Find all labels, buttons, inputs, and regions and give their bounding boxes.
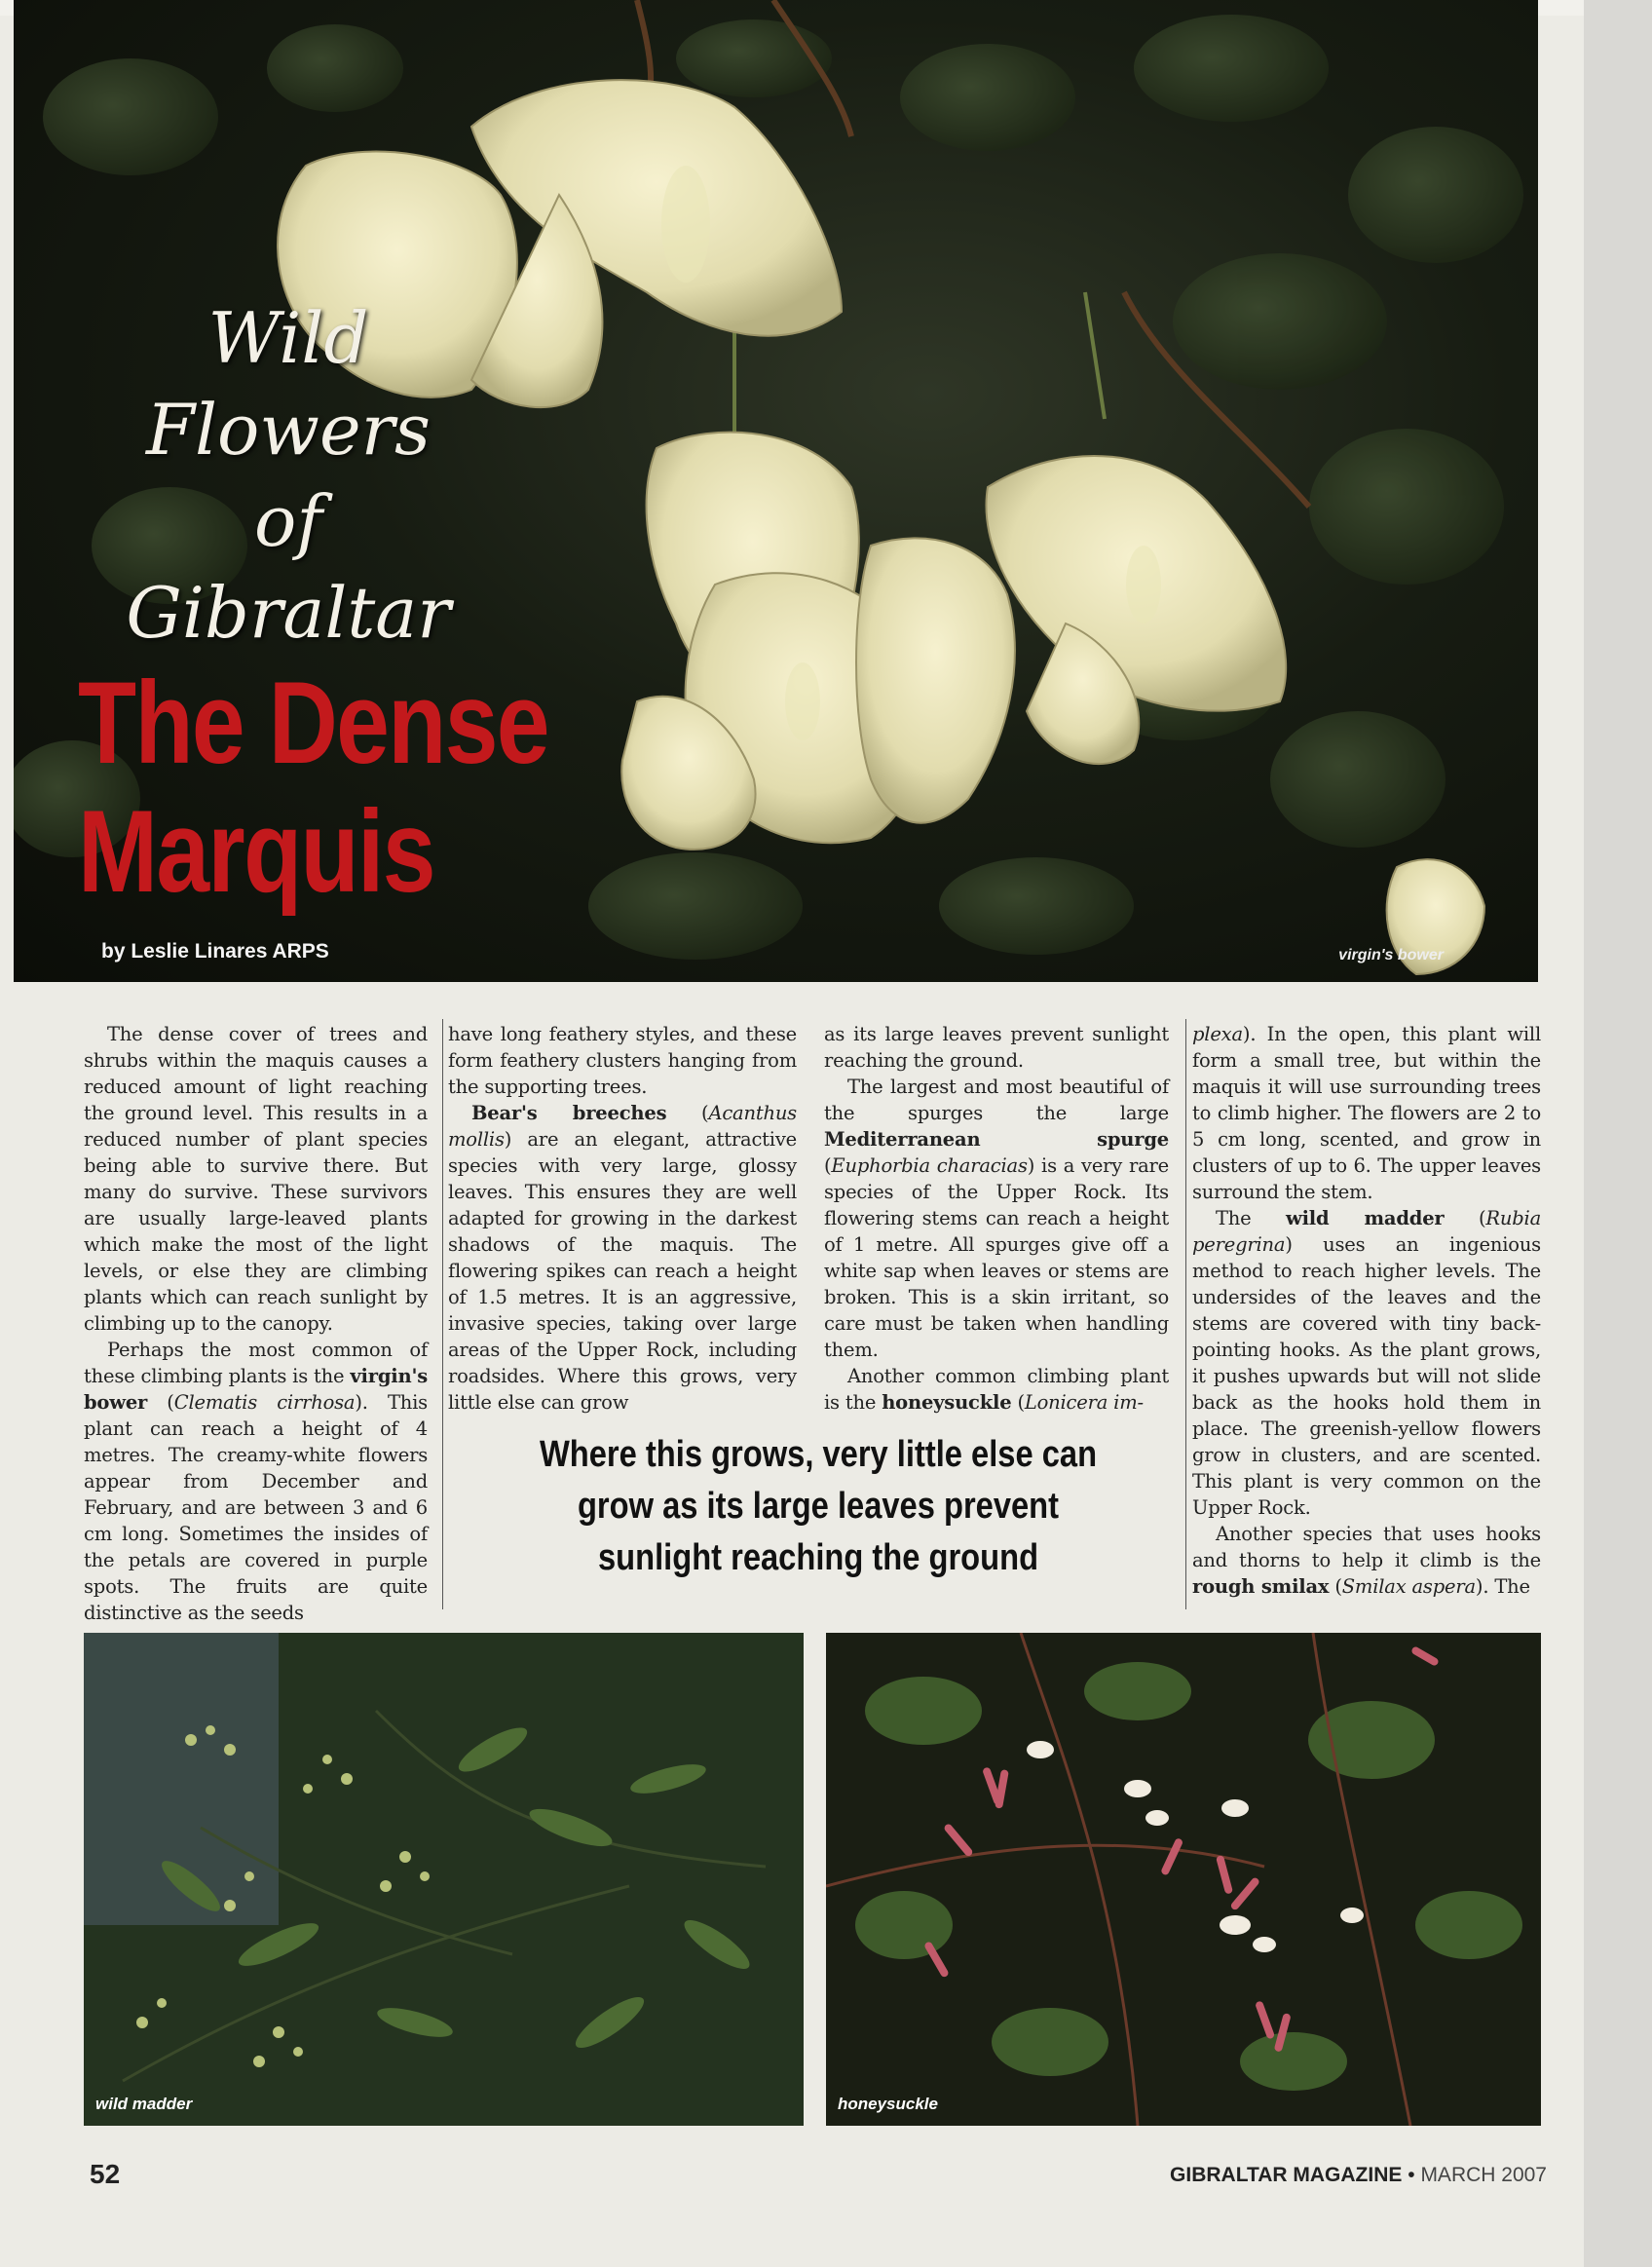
wild-madder-photo [84,1633,804,2126]
text-run: . The [1483,1575,1530,1598]
species-name: Mediterranean spurge [824,1128,1169,1151]
paragraph: Another species that uses hooks and thorns to help it climb is the rough smilax (Smilax aspera). The [1192,1523,1541,1598]
footer-credit [1170,2164,1547,2187]
text-run: is a very rare species of the Upper Rock. Its flowering stems can reach a height of 1 metre. All spurges give off a white sap when leaves or stems are broken. This is a skin irritant, so care must be taken when handling them. [824,1154,1169,1361]
latin-name: Clematis cirrhosa [173,1391,356,1414]
text-run: The [1216,1207,1286,1229]
article-column-1 [84,1021,428,1626]
script-title-line: Wild [207,297,369,379]
article-column-3 [824,1021,1169,1416]
latin-name: plexa [1192,1023,1243,1045]
pull-quote-line: sunlight reaching the ground [597,1537,1039,1578]
latin-name: Smilax aspera [1341,1575,1476,1598]
wild-madder-caption: wild madder [95,2095,193,2113]
paragraph: plexa). In the open, this plant will form a small tree, but within the maquis it will use surrounding trees to climb higher. The flowers are 2 to 5 cm long, scented, and grow in clusters of up to 6. The upper leaves surround the stem. [1192,1023,1541,1203]
honeysuckle-illustration [826,1633,1541,2126]
script-title-line: of [254,480,322,562]
species-name: Bear's breeches [471,1102,667,1124]
text-run: . This plant can reach a height of 4 metres. The creamy-white flowers appear from December and February, and are between 3 and 6 cm long. Sometimes the insides of the petals are covered in purple spots. The fruits are quite distinctive as the seeds [84,1391,428,1624]
species-name: honeysuckle [882,1391,1012,1414]
article-title-line: The Dense [78,658,548,788]
latin-name: Acanthus mollis [448,1102,797,1151]
page-gutter [1584,0,1652,2267]
latin-name: Euphorbia characias [831,1154,1028,1177]
script-title-line: Gibraltar [126,572,451,654]
species-name: wild madder [1285,1207,1445,1229]
article-column-4 [1192,1021,1541,1600]
text-run: are an elegant, attractive species with very large, glossy leaves. This ensures they are well adapted for growing in the darkest shadows of the maquis. The flowering spikes can reach a height of 1.5 metres. It is an aggressive, invasive species, taking over large areas of the Upper Rock, including roadsides. Where this grows, very little else can grow [448,1128,797,1414]
species-name: virgin's bower [84,1365,428,1414]
paragraph: The dense cover of trees and shrubs within the maquis causes a reduced amount of light reaching the ground level. This results in a reduced number of plant species being able to survive there. But many do survive. These survivors are usually large-leaved plants which make the most of the light levels, or else they are climbing plants which can reach sunlight by climbing up to the canopy. [84,1023,428,1335]
text-run: Perhaps the most common of these climbing plants is the [84,1339,428,1387]
article-column-2 [448,1021,797,1416]
hero-photo-caption: virgin's bower [1338,947,1444,963]
pull-quote [534,1429,1104,1584]
text-run: uses an ingenious method to reach higher levels. The undersides of the leaves and the stems are covered with tiny back-pointing hooks. As the plant grows, it pushes upwards but will not slide back as the hooks hold them in place. The greenish-yellow flowers grow in clusters, and are scented. This plant is very common on the Upper Rock. [1192,1233,1541,1519]
issue-date: MARCH 2007 [1420,2164,1547,2186]
paragraph: The largest and most beautiful of the spurges the large Mediterranean spurge (Euphorbia characias) is a very rare species of the Upper Rock. Its flowering stems can reach a height of 1 metre. All spurges give off a white sap when leaves or stems are broken. This is a skin irritant, so care must be taken when handling them. [824,1076,1169,1361]
honeysuckle-photo [826,1633,1541,2126]
text-run: Another species that uses hooks and thorns to help it climb is the [1192,1523,1541,1571]
article-title [78,659,557,916]
column-rule [442,1019,443,1609]
species-name: rough smilax [1192,1575,1330,1598]
text-run: . In the open, this plant will form a small tree, but within the maquis it will use surrounding trees to climb higher. The flowers are 2 to 5 cm long, scented, and grow in clusters of up to 6. The upper leaves surround the stem. [1192,1023,1541,1203]
wild-madder-illustration [84,1633,804,2126]
text-run: The largest and most beautiful of the spurges the large [824,1076,1169,1124]
text-run: Another common climbing plant is the [824,1365,1169,1414]
paragraph: have long feathery styles, and these form feathery clusters hanging from the supporting trees. [448,1023,797,1098]
paragraph: as its large leaves prevent sunlight reaching the ground. [824,1023,1169,1072]
byline: by Leslie Linares ARPS [101,940,329,963]
pull-quote-line: grow as its large leaves prevent [577,1486,1060,1527]
hero-photo [14,0,1538,982]
article-title-line: Marquis [78,786,434,917]
script-title-line: Flowers [146,389,431,471]
magazine-name: GIBRALTAR MAGAZINE [1170,2164,1403,2186]
paragraph: Another common climbing plant is the honeysuckle (Lonicera im- [824,1365,1169,1414]
paragraph: Bear's breeches (Acanthus mollis) are an elegant, attractive species with very large, glossy leaves. This ensures they are well adapted for growing in the darkest shadows of the maquis. The flowering spikes can reach a height of 1.5 metres. It is an aggressive, invasive species, taking over large areas of the Upper Rock, including roadsides. Where this grows, very little else can grow [448,1102,797,1414]
paragraph: The wild madder (Rubia peregrina) uses an ingenious method to reach higher levels. The undersides of the leaves and the stems are covered with tiny back-pointing hooks. As the plant grows, it pushes upwards but will not slide back as the hooks hold them in place. The greenish-yellow flowers grow in clusters, and are scented. This plant is very common on the Upper Rock. [1192,1207,1541,1519]
honeysuckle-caption: honeysuckle [838,2095,938,2113]
page-number: 52 [90,2159,121,2189]
latin-name: Lonicera im- [1024,1391,1144,1414]
script-title [84,292,493,659]
paragraph: Perhaps the most common of these climbing plants is the virgin's bower (Clematis cirrhosa). This plant can reach a height of 4 metres. The creamy-white flowers appear from December and February, and are between 3 and 6 cm long. Sometimes the insides of the petals are covered in purple spots. The fruits are quite distinctive as the seeds [84,1339,428,1624]
column-rule [1185,1019,1186,1609]
pull-quote-line: Where this grows, very little else can [539,1434,1098,1475]
latin-name: Rubia peregrina [1192,1207,1541,1256]
footer-separator: • [1402,2164,1421,2186]
